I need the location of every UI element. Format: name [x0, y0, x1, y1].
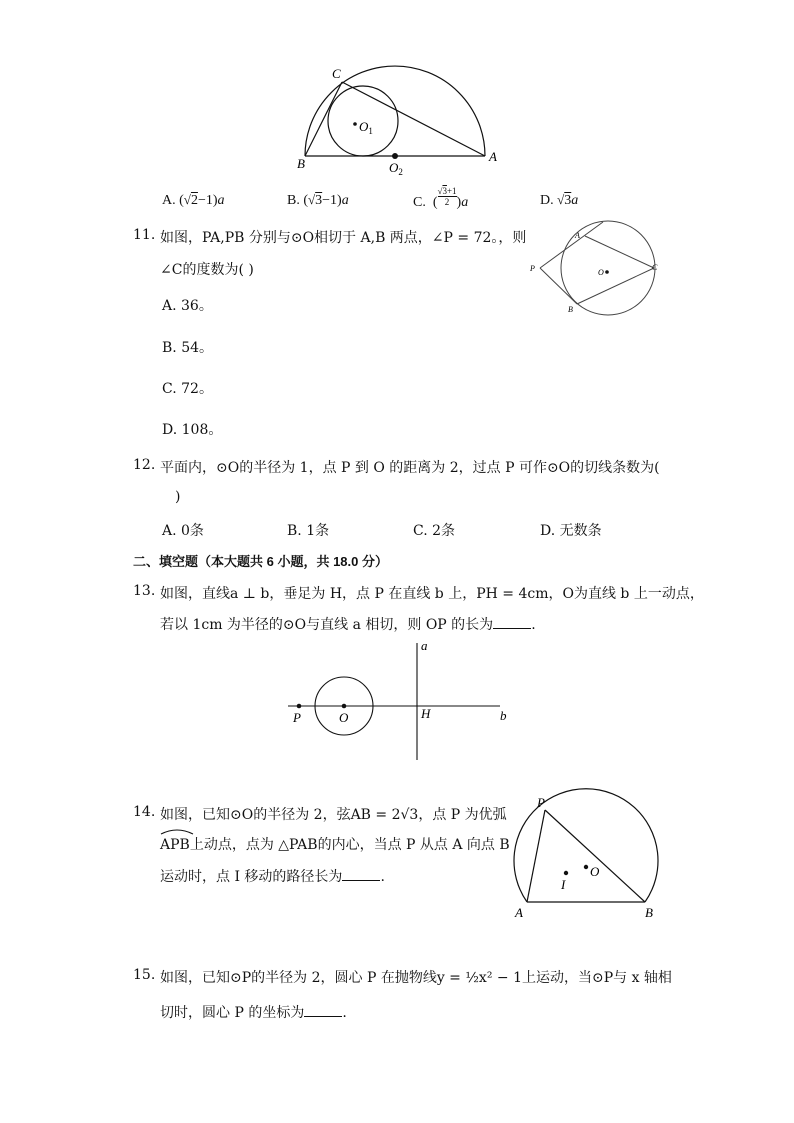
q12-number: 12. [133, 457, 156, 473]
q11-option-c[interactable]: C. 72。 [162, 381, 213, 397]
answer-blank[interactable] [304, 1004, 342, 1017]
q13-line1: 如图，直线a ⊥ b，垂足为 H，点 P 在直线 b 上，PH = 4cm，O为直线 b 上一动点， [160, 586, 704, 602]
label-a: A [489, 149, 497, 164]
label-c: C [332, 66, 341, 81]
label-p: P [293, 710, 301, 725]
q14-number: 14. [133, 804, 156, 820]
q12-line2: ) [175, 489, 181, 505]
q12-line1: 平面内，⊙O的半径为 1，点 P 到 O 的距离为 2，过点 P 可作⊙O的切线条数为( [160, 460, 660, 476]
label-o: O [590, 864, 600, 879]
q11-option-d[interactable]: D. 108。 [162, 422, 223, 438]
q14-line1: 如图，已知⊙O的半径为 2，弦AB = 2√3，点 P 为优弧 [160, 807, 507, 823]
label-b: B [568, 305, 573, 314]
label-o2: $O_2$ [389, 160, 403, 177]
q15-line1: 如图，已知⊙P的半径为 2，圆心 P 在抛物线y = ½x² − 1上运动，当⊙P与 x 轴相 [160, 970, 672, 986]
point-i [564, 871, 568, 875]
label-b: B [645, 905, 653, 920]
q11-option-a[interactable]: A. 36。 [162, 298, 213, 314]
point-o [584, 865, 588, 869]
q12-option-a[interactable]: A. 0条 [162, 523, 204, 539]
label-o1: $O_1$ [359, 119, 373, 136]
q11-line2: ∠C的度数为( ) [160, 262, 254, 278]
q13-number: 13. [133, 583, 156, 599]
q14-line3: 运动时，点 I 移动的路径长为 . [160, 869, 385, 885]
q11-line1: 如图，PA,PB 分别与⊙O相切于 A,B 两点，∠P = 72。，则 [160, 230, 527, 246]
label-c: C [652, 263, 658, 272]
label-o: O [339, 710, 349, 725]
major-arc [514, 789, 658, 902]
q13-line2: 若以 1cm 为半径的⊙O与直线 a 相切，则 OP 的长为 . [160, 617, 536, 633]
label-h: H [421, 706, 431, 721]
q15-line2: 切时，圆心 P 的坐标为 . [160, 1005, 347, 1021]
label-b: B [297, 156, 305, 171]
q12-option-d[interactable]: D. 无数条 [540, 523, 602, 539]
q10-option-d[interactable]: D. √3a [540, 192, 579, 208]
label-p: P [530, 264, 535, 273]
label-o: O [598, 268, 604, 277]
section-title: 二、填空题（本大题共 6 小题，共 18.0 分） [133, 554, 388, 569]
q11-option-b[interactable]: B. 54。 [162, 340, 214, 356]
side-pb [545, 810, 645, 902]
side-pa [527, 810, 545, 902]
q12-option-c[interactable]: C. 2条 [413, 523, 456, 539]
label-a: a [421, 638, 428, 653]
q12-option-b[interactable]: B. 1条 [287, 523, 330, 539]
q10-option-c[interactable]: C. ( $\frac{√3+1}{2}$ )a [413, 186, 469, 210]
q14-line2: APB上动点，点为 △PAB的内心，当点 P 从点 A 向点 B [160, 837, 510, 853]
label-p: P [537, 795, 545, 810]
q15-number: 15. [133, 967, 156, 983]
label-a: A [515, 905, 523, 920]
q10-option-a[interactable]: A. (√2−1)a [162, 192, 225, 208]
label-a: A [575, 231, 580, 240]
q11-number: 11. [133, 227, 156, 243]
q10-option-b[interactable]: B. (√3−1)a [287, 192, 349, 208]
label-b: b [500, 708, 507, 723]
label-i: I [561, 877, 566, 892]
